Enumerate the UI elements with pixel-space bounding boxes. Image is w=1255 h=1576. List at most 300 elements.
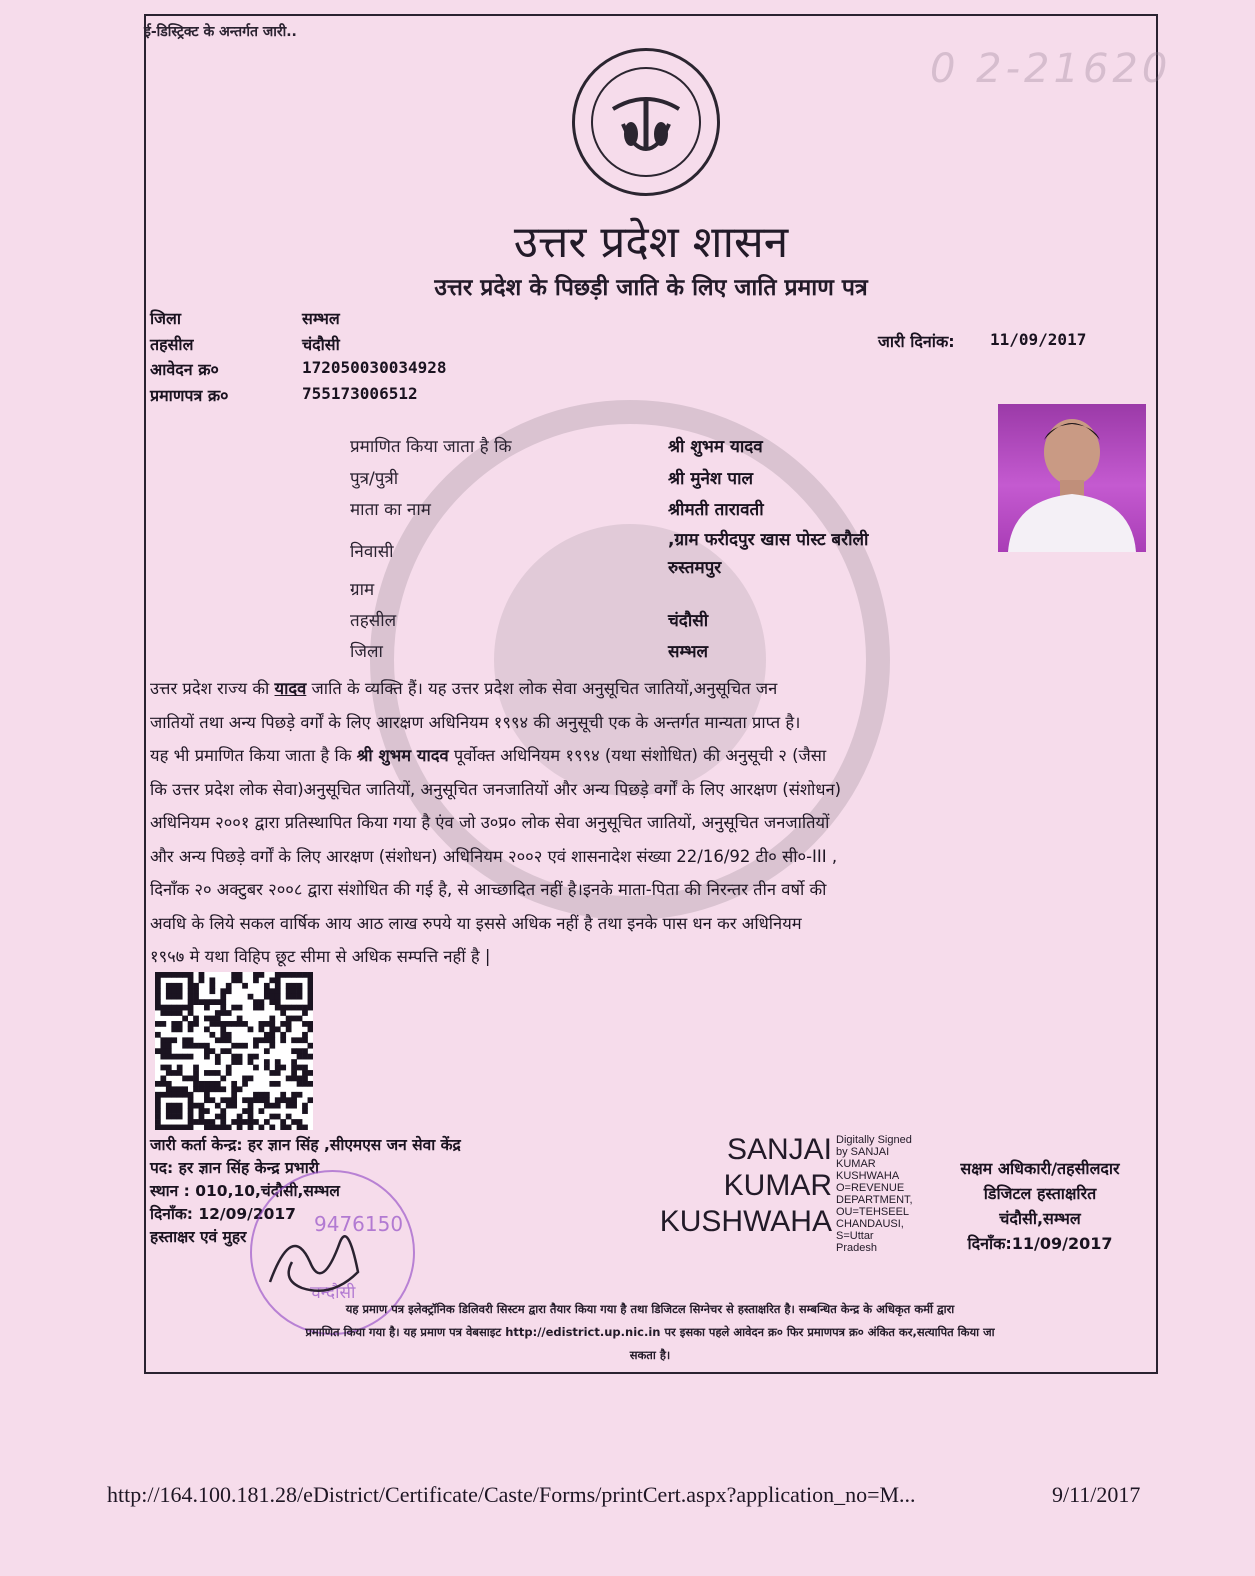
authority-date: दिनाँक:11/09/2017 [967, 1234, 1113, 1253]
qr-module [226, 1048, 232, 1054]
qr-module [259, 1097, 265, 1103]
qr-module [188, 988, 194, 994]
qr-module [302, 1048, 308, 1054]
qr-module [155, 1119, 161, 1125]
qr-module [193, 1065, 199, 1071]
qr-module [286, 1026, 292, 1032]
qr-module [269, 1043, 275, 1049]
qr-module [291, 994, 297, 1000]
qr-module [308, 983, 313, 989]
qr-module [286, 1103, 292, 1109]
signature-detail-line: S=Uttar [836, 1230, 874, 1242]
qr-module [220, 1086, 226, 1092]
qr-module [188, 999, 194, 1005]
qr-module [193, 1070, 199, 1076]
qr-module [209, 988, 215, 994]
qr-module [215, 1037, 221, 1043]
qr-module [193, 988, 199, 994]
qr-module [237, 1021, 243, 1027]
qr-module [193, 1119, 199, 1125]
qr-module [269, 1125, 275, 1130]
qr-module [269, 994, 275, 1000]
qr-module [182, 1125, 188, 1130]
certificate-body [150, 672, 1150, 974]
qr-module [166, 1010, 172, 1016]
qr-module [308, 988, 313, 994]
qr-module [264, 1037, 270, 1043]
qr-module [188, 1037, 194, 1043]
qr-module [160, 1054, 166, 1060]
qr-module [280, 1097, 286, 1103]
qr-module [242, 1076, 248, 1082]
qr-module [297, 1092, 303, 1098]
qr-module [215, 1016, 221, 1022]
qr-module [291, 1097, 297, 1103]
qr-module [171, 1010, 177, 1016]
signer-name-line-3: KUSHWAHA [659, 1205, 832, 1238]
qr-module [308, 1097, 313, 1103]
qr-module [286, 988, 292, 994]
father-name: श्री मुनेश पाल [668, 469, 754, 489]
application-label: आवेदन क्र० [150, 360, 219, 379]
qr-module [308, 972, 313, 978]
tehsil-value: चंदौसी [302, 335, 340, 354]
qr-module [275, 1065, 281, 1071]
qr-module [160, 1043, 166, 1049]
qr-module [220, 1048, 226, 1054]
qr-module [308, 994, 313, 1000]
qr-module [209, 1048, 215, 1054]
qr-module [166, 1125, 172, 1130]
qr-module [280, 1119, 286, 1125]
qr-module [264, 1103, 270, 1109]
qr-module [297, 983, 303, 989]
qr-module [215, 1125, 221, 1130]
qr-module [220, 1021, 226, 1027]
qr-module [193, 1076, 199, 1082]
qr-module [297, 1005, 303, 1011]
qr-module [188, 1010, 194, 1016]
qr-module [280, 1065, 286, 1071]
qr-module [171, 1114, 177, 1120]
body-text: उत्तर प्रदेश राज्य की [150, 679, 275, 698]
address-line-1: ,ग्राम फरीदपुर खास पोस्ट बरौली [668, 530, 869, 550]
qr-module [177, 1070, 183, 1076]
qr-module [242, 1043, 248, 1049]
qr-module [193, 999, 199, 1005]
qr-module [166, 1065, 172, 1071]
qr-module [259, 1125, 265, 1130]
issuer-post: पद: हर ज्ञान सिंह केन्द्र प्रभारी [150, 1159, 320, 1177]
qr-module [264, 994, 270, 1000]
qr-module [231, 1043, 237, 1049]
qr-module [177, 972, 183, 978]
qr-module [188, 1108, 194, 1114]
qr-module [199, 1043, 205, 1049]
qr-module [286, 972, 292, 978]
qr-module [220, 999, 226, 1005]
certificate-number: 755173006512 [302, 384, 418, 403]
authority-place: चंदौसी,सम्भल [999, 1209, 1081, 1228]
qr-module [160, 1092, 166, 1098]
qr-module [220, 1037, 226, 1043]
qr-module [182, 1043, 188, 1049]
stamp-number: 9476150 [314, 1212, 404, 1236]
qr-module [248, 994, 254, 1000]
qr-module [286, 994, 292, 1000]
qr-module [297, 1076, 303, 1082]
page-title: उत्तर प्रदेश शासन [513, 217, 789, 268]
body-line-3 [150, 739, 1150, 773]
qr-module [231, 1092, 237, 1098]
qr-module [155, 1092, 161, 1098]
qr-module [188, 1125, 194, 1130]
qr-module [177, 1108, 183, 1114]
qr-module [209, 977, 215, 983]
qr-module [269, 1026, 275, 1032]
signature-detail-line: Digitally Signed [836, 1134, 912, 1146]
qr-module [280, 1010, 286, 1016]
qr-module [155, 983, 161, 989]
qr-module [155, 977, 161, 983]
qr-module [237, 972, 243, 978]
qr-module [269, 1081, 275, 1087]
qr-module [220, 1097, 226, 1103]
qr-module [188, 1103, 194, 1109]
qr-module [182, 1092, 188, 1098]
qr-module [248, 1108, 254, 1114]
qr-module [308, 1081, 313, 1087]
qr-module [226, 988, 232, 994]
qr-module [204, 1026, 210, 1032]
qr-module [177, 983, 183, 989]
signature-detail-line: CHANDAUSI, [836, 1218, 904, 1230]
qr-module [253, 1119, 259, 1125]
qr-module [297, 1125, 303, 1130]
qr-module [302, 1076, 308, 1082]
qr-module [160, 972, 166, 978]
qr-module [220, 1076, 226, 1082]
qr-module [204, 1016, 210, 1022]
qr-module [166, 1070, 172, 1076]
qr-module [280, 1037, 286, 1043]
qr-module [182, 1016, 188, 1022]
qr-module [220, 988, 226, 994]
qr-module [182, 972, 188, 978]
qr-module [177, 1114, 183, 1120]
qr-module [171, 988, 177, 994]
qr-module [220, 1125, 226, 1130]
qr-module [259, 1092, 265, 1098]
qr-module [291, 1065, 297, 1071]
signature-detail-line: KUMAR [836, 1158, 876, 1170]
qr-module [166, 983, 172, 989]
qr-module [275, 977, 281, 983]
signature-detail-line: KUSHWAHA [836, 1170, 900, 1182]
qr-module [166, 1005, 172, 1011]
applicant-name: श्री शुभम यादव [668, 437, 763, 457]
qr-module [297, 1054, 303, 1060]
qr-module [209, 1097, 215, 1103]
qr-module [193, 1081, 199, 1087]
signature-detail-line: OU=TEHSEEL [836, 1206, 910, 1218]
qr-module [275, 1114, 281, 1120]
qr-module [253, 1043, 259, 1049]
qr-module [264, 1092, 270, 1098]
qr-module [275, 1070, 281, 1076]
qr-module [220, 1005, 226, 1011]
qr-module [237, 1086, 243, 1092]
footer-line-1: यह प्रमाण पत्र इलेक्ट्रॉनिक डिलिवरी सिस्टम द्वारा तैयार किया गया है तथा डिजिटल सिग्नेचर से हस्ताक्षरित है। सम्बन्धित केन्द्र के अधिकृत कर्मी द्वारा [345, 1302, 955, 1316]
qr-module [308, 1021, 313, 1027]
qr-module [220, 1114, 226, 1120]
qr-module [188, 1021, 194, 1027]
qr-code [155, 972, 313, 1130]
qr-module [220, 1032, 226, 1038]
qr-module [231, 1103, 237, 1109]
mother-label: माता का नाम [350, 500, 431, 520]
qr-module [231, 1021, 237, 1027]
qr-module [291, 988, 297, 994]
qr-module [231, 1086, 237, 1092]
qr-module [182, 1076, 188, 1082]
qr-module [215, 999, 221, 1005]
qr-module [160, 1005, 166, 1011]
body-line-5: अधिनियम २००१ द्वारा प्रतिस्थापित किया गया है एंव जो उ०प्र० लोक सेवा अनुसूचित जातियों, अनुसूचित जनजातियों [150, 813, 830, 832]
qr-module [269, 1016, 275, 1022]
qr-module [160, 1076, 166, 1082]
qr-module [177, 1026, 183, 1032]
qr-module [237, 1119, 243, 1125]
qr-module [231, 1054, 237, 1060]
qr-module [166, 1092, 172, 1098]
qr-module [220, 1026, 226, 1032]
qr-module [253, 1097, 259, 1103]
qr-module [231, 1081, 237, 1087]
qr-module [220, 994, 226, 1000]
qr-module [160, 1021, 166, 1027]
qr-module [199, 999, 205, 1005]
authority-title: सक्षम अधिकारी/तहसीलदार [960, 1159, 1120, 1178]
qr-module [275, 972, 281, 978]
qr-module [253, 1092, 259, 1098]
footer-line-2: प्रमाणित किया गया है। यह प्रमाण पत्र वेबसाइट http://edistrict.up.nic.in पर इसका पहले आवेदन क्र० फिर प्रमाणपत्र क्र० अंकित कर,सत्यापित किया जा [305, 1325, 995, 1339]
qr-module [297, 1016, 303, 1022]
qr-module [209, 1119, 215, 1125]
qr-module [204, 1005, 210, 1011]
qr-module [291, 1070, 297, 1076]
qr-module [204, 1070, 210, 1076]
qr-module [193, 994, 199, 1000]
qr-module [302, 1081, 308, 1087]
issuer-signature-label: हस्ताक्षर एवं मुहर [150, 1228, 247, 1246]
issue-date-label: जारी दिनांक: [878, 332, 955, 351]
qr-module [177, 1086, 183, 1092]
qr-module [308, 1005, 313, 1011]
qr-module [280, 1092, 286, 1098]
qr-module [291, 1059, 297, 1065]
qr-module [171, 1021, 177, 1027]
qr-module [209, 1125, 215, 1130]
qr-module [215, 1081, 221, 1087]
qr-module [259, 1108, 265, 1114]
qr-module [286, 1021, 292, 1027]
qr-module [302, 1037, 308, 1043]
qr-module [160, 1010, 166, 1016]
qr-module [171, 1086, 177, 1092]
person-tehsil-value: चंदौसी [668, 611, 709, 631]
authority-block [920, 1156, 1160, 1256]
qr-module [193, 1016, 199, 1022]
person-tehsil-label: तहसील [350, 611, 397, 631]
qr-module [226, 1037, 232, 1043]
qr-module [160, 1081, 166, 1087]
body-line-1 [150, 672, 1150, 706]
qr-module [291, 1037, 297, 1043]
district-label: जिला [150, 309, 182, 328]
qr-module [188, 1043, 194, 1049]
qr-module [264, 1119, 270, 1125]
qr-module [253, 977, 259, 983]
body-applicant-name: श्री शुभम यादव [356, 746, 449, 765]
qr-module [248, 1054, 254, 1060]
qr-module [275, 1081, 281, 1087]
qr-module [193, 1103, 199, 1109]
qr-module [182, 1005, 188, 1011]
qr-module [209, 999, 215, 1005]
body-line-2: जातियों तथा अन्य पिछड़े वर्गों के लिए आरक्षण अधिनियम १९९४ की अनुसूची एक के अन्तर्गत मान्यता प्राप्त है। [150, 712, 801, 732]
qr-module [253, 972, 259, 978]
qr-module [302, 1125, 308, 1130]
qr-module [280, 1005, 286, 1011]
print-date: 9/11/2017 [1052, 1482, 1141, 1507]
qr-module [275, 1026, 281, 1032]
qr-module [204, 1054, 210, 1060]
mother-name: श्रीमती तारावती [668, 500, 764, 520]
qr-module [248, 1114, 254, 1120]
qr-module [264, 1032, 270, 1038]
qr-module [308, 1043, 313, 1049]
qr-module [253, 1054, 259, 1060]
qr-module [297, 1081, 303, 1087]
applicant-photo [998, 404, 1146, 552]
footer-line-3: सकता है। [629, 1348, 671, 1362]
qr-module [280, 1125, 286, 1130]
qr-module [171, 994, 177, 1000]
qr-module [155, 1103, 161, 1109]
certificate-footer [150, 1298, 1150, 1367]
print-url: http://164.100.181.28/eDistrict/Certificate/Caste/Forms/printCert.aspx?application_no=M... [107, 1482, 916, 1507]
person-district-value: सम्भल [668, 642, 709, 662]
qr-module [275, 988, 281, 994]
qr-module [177, 1065, 183, 1071]
qr-module [171, 1005, 177, 1011]
qr-module [259, 999, 265, 1005]
qr-module [308, 1026, 313, 1032]
qr-module [237, 1005, 243, 1011]
qr-module [215, 1054, 221, 1060]
qr-module [237, 1114, 243, 1120]
qr-module [291, 1119, 297, 1125]
qr-module [204, 999, 210, 1005]
qr-module [248, 1026, 254, 1032]
qr-module [171, 972, 177, 978]
digital-signer-name [636, 1132, 832, 1240]
qr-module [269, 977, 275, 983]
qr-module [237, 1059, 243, 1065]
qr-module [291, 1092, 297, 1098]
qr-module [166, 1108, 172, 1114]
qr-module [237, 1054, 243, 1060]
qr-module [199, 972, 205, 978]
qr-module [199, 1108, 205, 1114]
qr-module [204, 1043, 210, 1049]
qr-module [242, 1119, 248, 1125]
qr-module [231, 977, 237, 983]
qr-module [215, 1103, 221, 1109]
qr-module [231, 1059, 237, 1065]
qr-module [253, 1037, 259, 1043]
qr-module [215, 1059, 221, 1065]
qr-module [188, 1119, 194, 1125]
qr-module [291, 1005, 297, 1011]
qr-module [177, 988, 183, 994]
qr-module [155, 1032, 161, 1038]
qr-module [215, 1070, 221, 1076]
qr-module [264, 988, 270, 994]
qr-module [259, 1026, 265, 1032]
qr-module [155, 994, 161, 1000]
qr-module [209, 1070, 215, 1076]
qr-module [166, 994, 172, 1000]
certify-label: प्रमाणित किया जाता है कि [350, 437, 512, 457]
qr-module [269, 988, 275, 994]
qr-module [302, 1065, 308, 1071]
issuer-date: दिनाँक: 12/09/2017 [150, 1205, 296, 1223]
qr-module [171, 1026, 177, 1032]
tehsil-label: तहसील [150, 335, 194, 354]
state-emblem-icon [591, 67, 701, 177]
qr-module [204, 1108, 210, 1114]
qr-module [177, 1005, 183, 1011]
qr-module [264, 1059, 270, 1065]
issue-date-value: 11/09/2017 [990, 330, 1087, 349]
village-label: ग्राम [350, 580, 375, 600]
caste-name: यादव [274, 679, 307, 698]
qr-module [220, 1119, 226, 1125]
qr-module [237, 977, 243, 983]
qr-module [204, 1119, 210, 1125]
qr-module [155, 1021, 161, 1027]
qr-module [226, 1103, 232, 1109]
qr-module [302, 1021, 308, 1027]
qr-module [275, 1097, 281, 1103]
qr-module [171, 1070, 177, 1076]
qr-module [291, 1048, 297, 1054]
qr-module [275, 999, 281, 1005]
qr-module [215, 1114, 221, 1120]
qr-module [226, 1065, 232, 1071]
qr-module [231, 1097, 237, 1103]
qr-module [231, 972, 237, 978]
qr-module [280, 1021, 286, 1027]
qr-module [188, 1005, 194, 1011]
body-text: जाति के व्यक्ति हैं। यह उत्तर प्रदेश लोक सेवा अनुसूचित जातियों,अनुसूचित जन [306, 679, 778, 698]
qr-module [286, 1114, 292, 1120]
qr-module [291, 983, 297, 989]
qr-module [209, 1021, 215, 1027]
qr-module [275, 983, 281, 989]
